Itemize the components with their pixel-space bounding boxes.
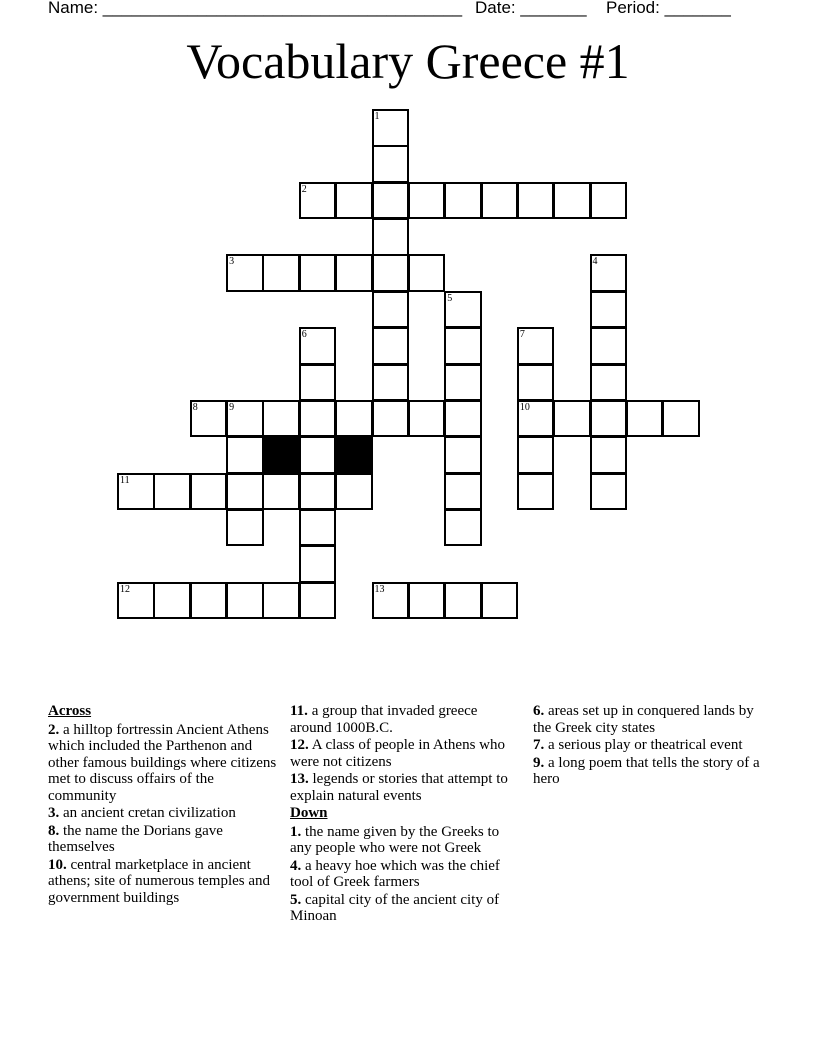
- clue-number: 7: [519, 329, 525, 341]
- grid-cell[interactable]: [262, 254, 300, 292]
- clue-item-number: 7.: [533, 737, 545, 753]
- clue-item-number: 12.: [290, 737, 309, 753]
- clue-item: [48, 857, 278, 907]
- clue-item-text: the name the Dorians gave themselves: [48, 822, 223, 855]
- grid-cell[interactable]: [662, 400, 700, 438]
- grid-cell[interactable]: [335, 400, 373, 438]
- grid-cell[interactable]: [444, 291, 482, 329]
- grid-cell[interactable]: [299, 473, 337, 511]
- clue-item-number: 4.: [290, 857, 302, 874]
- grid-cell[interactable]: [553, 400, 591, 438]
- clue-item-text: a long poem that tells the story of a hero: [533, 754, 760, 787]
- grid-cell[interactable]: [190, 473, 228, 511]
- black-cell: [335, 436, 373, 474]
- clue-item-text: A class of people in Athens who were not citizens: [290, 737, 505, 770]
- clue-item-text: the name given by the Greeks to any people who were not Greek: [290, 823, 500, 856]
- grid-cell[interactable]: [444, 327, 482, 365]
- grid-cell[interactable]: [372, 327, 410, 365]
- grid-cell[interactable]: [226, 509, 264, 547]
- clue-item-text: a serious play or theatrical event: [548, 737, 743, 753]
- grid-cell[interactable]: [117, 473, 155, 511]
- grid-cell[interactable]: [335, 182, 373, 220]
- grid-cell[interactable]: [299, 364, 337, 402]
- grid-cell[interactable]: [372, 182, 410, 220]
- grid-cell[interactable]: [226, 400, 264, 438]
- clue-heading-across: Across: [48, 703, 92, 719]
- clue-number: 3: [229, 256, 235, 268]
- clue-number: 9: [229, 401, 235, 413]
- grid-cell[interactable]: [481, 182, 519, 220]
- grid-cell[interactable]: [444, 509, 482, 547]
- clue-item: [290, 892, 522, 925]
- grid-cell[interactable]: [517, 473, 555, 511]
- page-title: Vocabulary Greece #1: [186, 33, 630, 89]
- clue-number: 12: [120, 583, 130, 595]
- grid-cell[interactable]: [190, 582, 228, 620]
- grid-cell[interactable]: [299, 254, 337, 292]
- grid-cell[interactable]: [299, 582, 337, 620]
- clue-number: 5: [447, 292, 453, 304]
- grid-cell[interactable]: [517, 364, 555, 402]
- grid-cell[interactable]: [517, 327, 555, 365]
- grid-cell[interactable]: [372, 145, 410, 183]
- grid-cell[interactable]: [299, 327, 337, 365]
- clue-item-text: a heavy hoe which was the chief tool of Greek farmers: [290, 857, 500, 890]
- grid-cell[interactable]: [553, 182, 591, 220]
- clue-item-number: 8.: [48, 822, 60, 839]
- grid-cell[interactable]: [408, 582, 446, 620]
- clue-item: [533, 737, 763, 754]
- grid-cell[interactable]: [299, 545, 337, 583]
- grid-cell[interactable]: [262, 400, 300, 438]
- clue-item: [290, 858, 522, 891]
- grid-cell[interactable]: [444, 400, 482, 438]
- grid-cell[interactable]: [517, 436, 555, 474]
- grid-cell[interactable]: [372, 400, 410, 438]
- clue-number: 11: [120, 474, 130, 486]
- grid-cell[interactable]: [590, 291, 628, 329]
- grid-cell[interactable]: [372, 218, 410, 256]
- clue-item: [533, 755, 763, 788]
- grid-cell[interactable]: [408, 400, 446, 438]
- clues-column-3: [533, 703, 763, 789]
- grid-cell[interactable]: [444, 582, 482, 620]
- clue-item-text: central marketplace in ancient athens; site of numerous temples and government buildings: [48, 856, 271, 906]
- clue-item-number: 13.: [290, 771, 309, 787]
- grid-cell[interactable]: [372, 109, 410, 147]
- clue-item-number: 11.: [290, 703, 308, 719]
- clue-number: 8: [192, 401, 198, 413]
- clue-number: 10: [519, 401, 530, 413]
- clue-item: [290, 703, 522, 736]
- grid-cell[interactable]: [226, 254, 264, 292]
- grid-cell[interactable]: [444, 436, 482, 474]
- clue-item-text: legends or stories that attempt to explain natural events: [290, 771, 508, 804]
- grid-cell[interactable]: [226, 582, 264, 620]
- grid-cell[interactable]: [153, 473, 191, 511]
- clue-item-number: 5.: [290, 891, 302, 908]
- clue-number: 4: [592, 256, 598, 268]
- grid-cell[interactable]: [372, 291, 410, 329]
- clue-number: 6: [301, 329, 307, 341]
- clue-heading-down: Down: [290, 805, 328, 821]
- clues-column-1: [48, 703, 278, 907]
- grid-cell[interactable]: [299, 509, 337, 547]
- grid-cell[interactable]: [299, 182, 337, 220]
- grid-cell[interactable]: [590, 254, 628, 292]
- grid-cell[interactable]: [590, 400, 628, 438]
- grid-cell[interactable]: [444, 364, 482, 402]
- grid-cell[interactable]: [408, 182, 446, 220]
- grid-cell[interactable]: [590, 182, 628, 220]
- name-field-label: Name: ______________________________________: [48, 0, 463, 17]
- clue-number: 2: [301, 183, 307, 195]
- grid-cell[interactable]: [372, 582, 410, 620]
- clue-item: [48, 805, 278, 822]
- clue-number: 1: [374, 111, 380, 122]
- grid-cell[interactable]: [372, 364, 410, 402]
- grid-cell[interactable]: [517, 182, 555, 220]
- grid-cell[interactable]: [372, 254, 410, 292]
- clue-item-number: 6.: [533, 703, 545, 719]
- clue-item-text: capital city of the ancient city of Minoan: [290, 891, 500, 924]
- grid-cell[interactable]: [299, 436, 337, 474]
- clue-item: [533, 703, 763, 736]
- clues-column-2: [290, 703, 522, 926]
- grid-cell[interactable]: [444, 473, 482, 511]
- grid-cell[interactable]: [226, 473, 264, 511]
- grid-cell[interactable]: [590, 327, 628, 365]
- clue-item-text: areas set up in conquered lands by the Greek city states: [533, 703, 754, 736]
- clue-number: 13: [374, 583, 385, 595]
- grid-cell[interactable]: [626, 400, 664, 438]
- black-cell: [262, 436, 300, 474]
- grid-cell[interactable]: [299, 400, 337, 438]
- grid-cell[interactable]: [335, 254, 373, 292]
- grid-cell[interactable]: [226, 436, 264, 474]
- clue-item-text: a group that invaded greece around 1000B.C.: [290, 703, 478, 736]
- grid-cell[interactable]: [590, 436, 628, 474]
- clue-item: [48, 823, 278, 856]
- grid-cell[interactable]: [408, 254, 446, 292]
- clue-item-text: an ancient cretan civilization: [63, 805, 236, 821]
- clue-item-text: a hilltop fortressin Ancient Athens which included the Parthenon and other famous buildings where citizens met to discuss offairs of the community: [48, 721, 277, 804]
- period-field-label: Period: _______: [606, 0, 731, 17]
- grid-cell[interactable]: [335, 473, 373, 511]
- grid-cell[interactable]: [117, 582, 155, 620]
- clue-item: [290, 737, 522, 770]
- grid-cell[interactable]: [262, 473, 300, 511]
- grid-cell[interactable]: [262, 582, 300, 620]
- clue-item: [290, 824, 522, 857]
- grid-cell[interactable]: [444, 182, 482, 220]
- clue-item: [48, 722, 278, 805]
- grid-cell[interactable]: [590, 473, 628, 511]
- clue-item-number: 2.: [48, 721, 60, 738]
- clue-item-number: 9.: [533, 754, 545, 771]
- clue-item-number: 3.: [48, 805, 60, 821]
- grid-cell[interactable]: [190, 400, 228, 438]
- grid-cell[interactable]: [590, 364, 628, 402]
- clue-item: [290, 771, 522, 804]
- grid-cell[interactable]: [153, 582, 191, 620]
- date-field-label: Date: _______: [475, 0, 587, 17]
- clue-item-number: 10.: [48, 856, 67, 873]
- grid-cell[interactable]: [481, 582, 519, 620]
- clue-item-number: 1.: [290, 823, 302, 840]
- grid-cell[interactable]: [517, 400, 555, 438]
